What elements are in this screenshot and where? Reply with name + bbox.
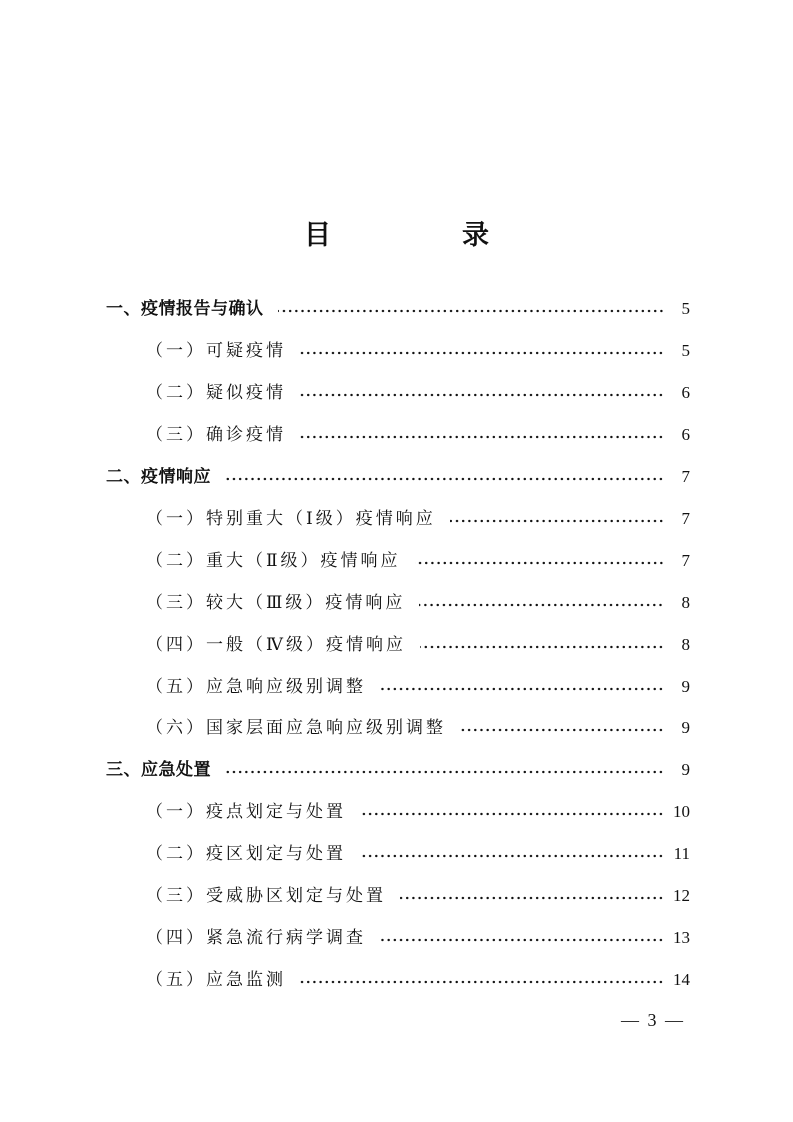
toc-entry-page: 14	[673, 970, 690, 989]
toc-entry-page: 5	[681, 299, 690, 318]
dot-leader	[300, 980, 664, 984]
toc-entry-label: （一）疫点划定与处置	[146, 802, 346, 822]
dot-leader	[420, 645, 664, 649]
toc-entry-page: 9	[681, 718, 690, 737]
toc-entry-page: 7	[681, 509, 690, 528]
toc-entry-label: 一、疫情报告与确认	[106, 299, 264, 319]
toc-entry-label: （一）可疑疫情	[146, 341, 286, 361]
toc-entry-page: 7	[681, 551, 690, 570]
toc-entry[interactable]	[146, 378, 690, 408]
toc-entry-page: 5	[681, 341, 690, 360]
toc-entry-page: 11	[673, 844, 690, 863]
toc-entry-page: 9	[681, 760, 690, 779]
toc-entry[interactable]	[146, 546, 690, 576]
toc-entry[interactable]	[146, 420, 690, 450]
toc-entry[interactable]	[146, 881, 690, 911]
toc-entry[interactable]	[146, 965, 690, 995]
dot-leader	[360, 854, 664, 858]
toc-entry-label: 三、应急处置	[106, 760, 211, 780]
toc-entry-label: （二）疫区划定与处置	[146, 844, 346, 864]
dot-leader	[300, 435, 664, 439]
toc-entry-label: （四）紧急流行病学调查	[146, 928, 366, 948]
toc-entry-page: 6	[681, 383, 690, 402]
toc-entry-page: 13	[673, 928, 690, 947]
dot-leader	[225, 477, 664, 481]
toc-entry-label: （六）国家层面应急响应级别调整	[146, 718, 446, 738]
toc-entry-label: （五）应急响应级别调整	[146, 677, 366, 697]
toc-entry-label: （五）应急监测	[146, 970, 286, 990]
toc-entry[interactable]	[146, 630, 690, 660]
toc-entry[interactable]	[146, 588, 690, 618]
toc-entry[interactable]	[146, 336, 690, 366]
toc-entry-label: （三）确诊疫情	[146, 425, 286, 445]
page-title: 目 录	[304, 220, 541, 251]
dot-leader	[450, 519, 664, 523]
toc-entry[interactable]	[146, 504, 690, 534]
dot-leader	[419, 603, 664, 607]
dot-leader	[360, 812, 664, 816]
toc-entry-label: 二、疫情响应	[106, 467, 211, 487]
toc-entry[interactable]	[146, 713, 690, 743]
dot-leader	[380, 938, 664, 942]
toc-entry-label: （三）受威胁区划定与处置	[146, 886, 386, 906]
toc-entry[interactable]	[106, 462, 690, 492]
dot-leader	[415, 561, 664, 565]
toc-entry[interactable]	[146, 797, 690, 827]
toc-entry-page: 9	[681, 677, 690, 696]
dot-leader	[460, 728, 664, 732]
toc-entry[interactable]	[146, 672, 690, 702]
dot-leader	[278, 309, 665, 313]
dot-leader	[225, 770, 664, 774]
toc-entry-label: （三）较大（Ⅲ级）疫情响应	[146, 593, 406, 613]
toc-entry[interactable]	[146, 839, 690, 869]
toc-entry-page: 8	[681, 635, 690, 654]
toc-entry-page: 6	[681, 425, 690, 444]
toc-entry-page: 12	[673, 886, 690, 905]
toc-entry-label: （二）疑似疫情	[146, 383, 286, 403]
dot-leader	[300, 351, 664, 355]
toc-entry-page: 7	[681, 467, 690, 486]
dot-leader	[380, 687, 664, 691]
page-number: — 3 —	[621, 1010, 685, 1030]
toc-entry[interactable]	[106, 294, 690, 324]
toc-entry[interactable]	[106, 755, 690, 785]
toc-entry-page: 8	[681, 593, 690, 612]
toc-entry-page: 10	[673, 802, 690, 821]
dot-leader	[300, 393, 664, 397]
toc-entry[interactable]	[146, 923, 690, 953]
dot-leader	[400, 896, 664, 900]
toc-entry-label: （一）特别重大（Ⅰ级）疫情响应	[146, 509, 436, 529]
toc-entry-label: （四）一般（Ⅳ级）疫情响应	[146, 635, 406, 655]
toc-entry-label: （二）重大（Ⅱ级）疫情响应	[146, 551, 401, 571]
